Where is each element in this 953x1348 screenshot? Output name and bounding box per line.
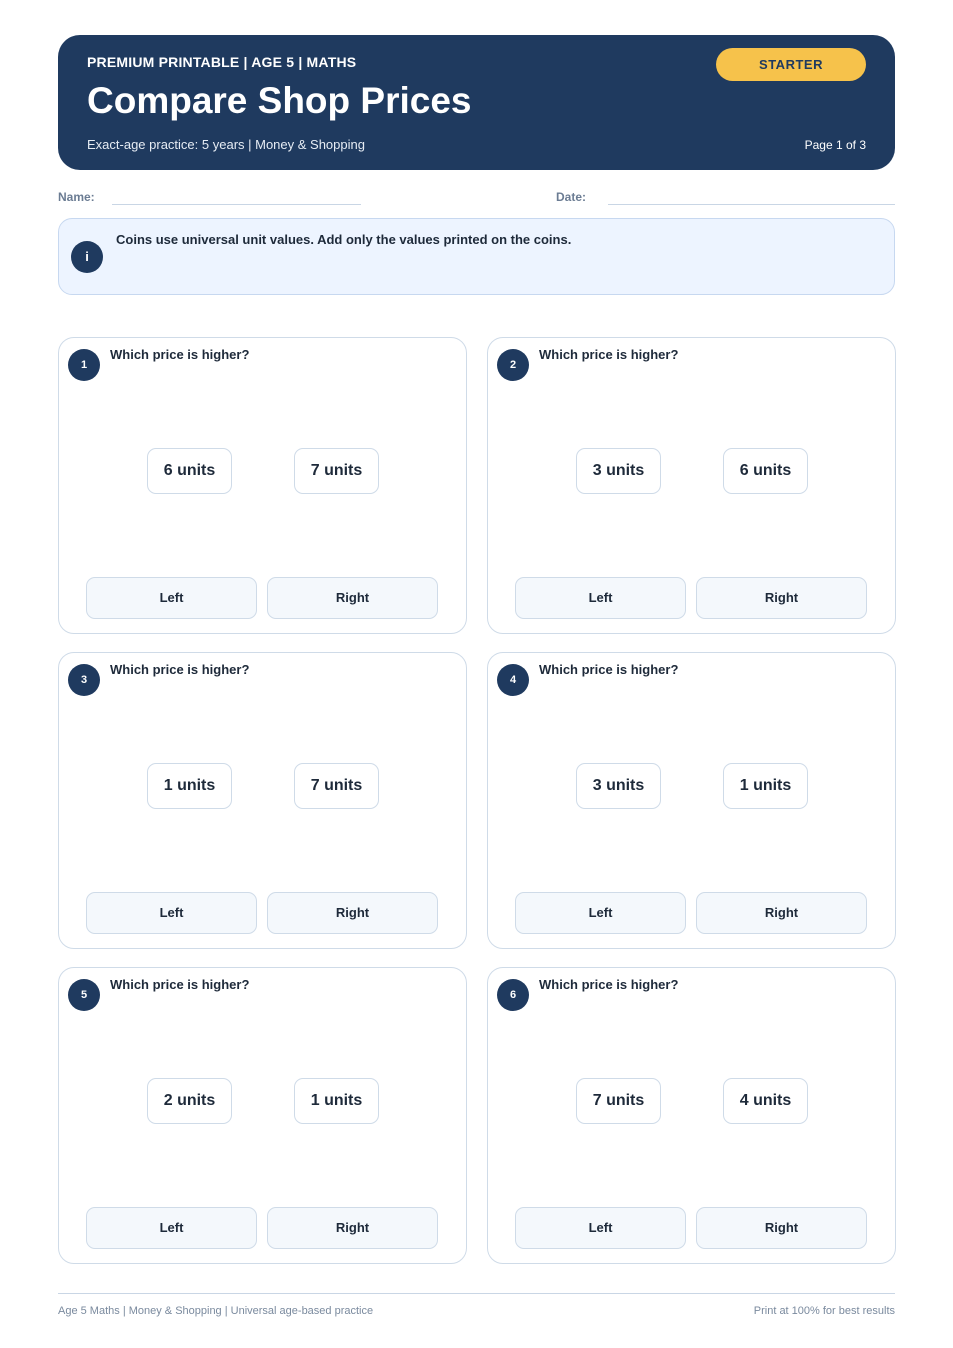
left-price-tag: 6 units — [147, 448, 232, 494]
left-answer-button[interactable]: Left — [515, 892, 686, 934]
left-price-tag: 7 units — [576, 1078, 661, 1124]
question-number: 6 — [497, 979, 529, 1011]
info-icon: i — [71, 241, 103, 273]
footer-left-text: Age 5 Maths | Money & Shopping | Universal age-based practice — [58, 1305, 374, 1317]
page-number: Page 1 of 3 — [804, 138, 866, 152]
footer-right-text: Print at 100% for best results — [753, 1305, 895, 1317]
question-prompt: Which price is higher? — [110, 977, 250, 992]
name-line[interactable] — [112, 204, 361, 205]
right-price-tag: 1 units — [294, 1078, 379, 1124]
right-price-tag: 7 units — [294, 763, 379, 809]
footer-divider — [58, 1293, 895, 1294]
date-line[interactable] — [608, 204, 895, 205]
page-title: Compare Shop Prices — [87, 80, 472, 121]
right-price-tag: 1 units — [723, 763, 808, 809]
question-prompt: Which price is higher? — [539, 977, 679, 992]
question-card — [58, 337, 467, 634]
level-badge: STARTER — [716, 48, 866, 81]
header-subtitle: Exact-age practice: 5 years | Money & Shopping — [87, 137, 365, 152]
notice-text: Coins use universal unit values. Add only the values printed on the coins. — [116, 232, 572, 247]
question-card — [487, 652, 896, 949]
left-answer-button[interactable]: Left — [86, 892, 257, 934]
right-answer-button[interactable]: Right — [696, 892, 867, 934]
right-answer-button[interactable]: Right — [267, 892, 438, 934]
name-label: Name: — [58, 190, 95, 204]
right-price-tag: 6 units — [723, 448, 808, 494]
left-price-tag: 3 units — [576, 763, 661, 809]
left-price-tag: 3 units — [576, 448, 661, 494]
right-price-tag: 4 units — [723, 1078, 808, 1124]
left-price-tag: 1 units — [147, 763, 232, 809]
question-prompt: Which price is higher? — [110, 662, 250, 677]
question-number: 4 — [497, 664, 529, 696]
worksheet-header — [58, 35, 895, 170]
left-answer-button[interactable]: Left — [515, 577, 686, 619]
left-answer-button[interactable]: Left — [515, 1207, 686, 1249]
header-eyebrow: PREMIUM PRINTABLE | AGE 5 | MATHS — [87, 54, 357, 70]
question-card — [487, 967, 896, 1264]
right-price-tag: 7 units — [294, 448, 379, 494]
question-prompt: Which price is higher? — [539, 347, 679, 362]
question-number: 2 — [497, 349, 529, 381]
question-prompt: Which price is higher? — [539, 662, 679, 677]
instruction-notice — [58, 218, 895, 295]
right-answer-button[interactable]: Right — [696, 1207, 867, 1249]
right-answer-button[interactable]: Right — [696, 577, 867, 619]
right-answer-button[interactable]: Right — [267, 1207, 438, 1249]
question-number: 3 — [68, 664, 100, 696]
question-number: 5 — [68, 979, 100, 1011]
left-answer-button[interactable]: Left — [86, 577, 257, 619]
right-answer-button[interactable]: Right — [267, 577, 438, 619]
question-prompt: Which price is higher? — [110, 347, 250, 362]
question-card — [58, 652, 467, 949]
question-card — [487, 337, 896, 634]
left-price-tag: 2 units — [147, 1078, 232, 1124]
question-number: 1 — [68, 349, 100, 381]
left-answer-button[interactable]: Left — [86, 1207, 257, 1249]
date-label: Date: — [556, 190, 587, 204]
question-card — [58, 967, 467, 1264]
